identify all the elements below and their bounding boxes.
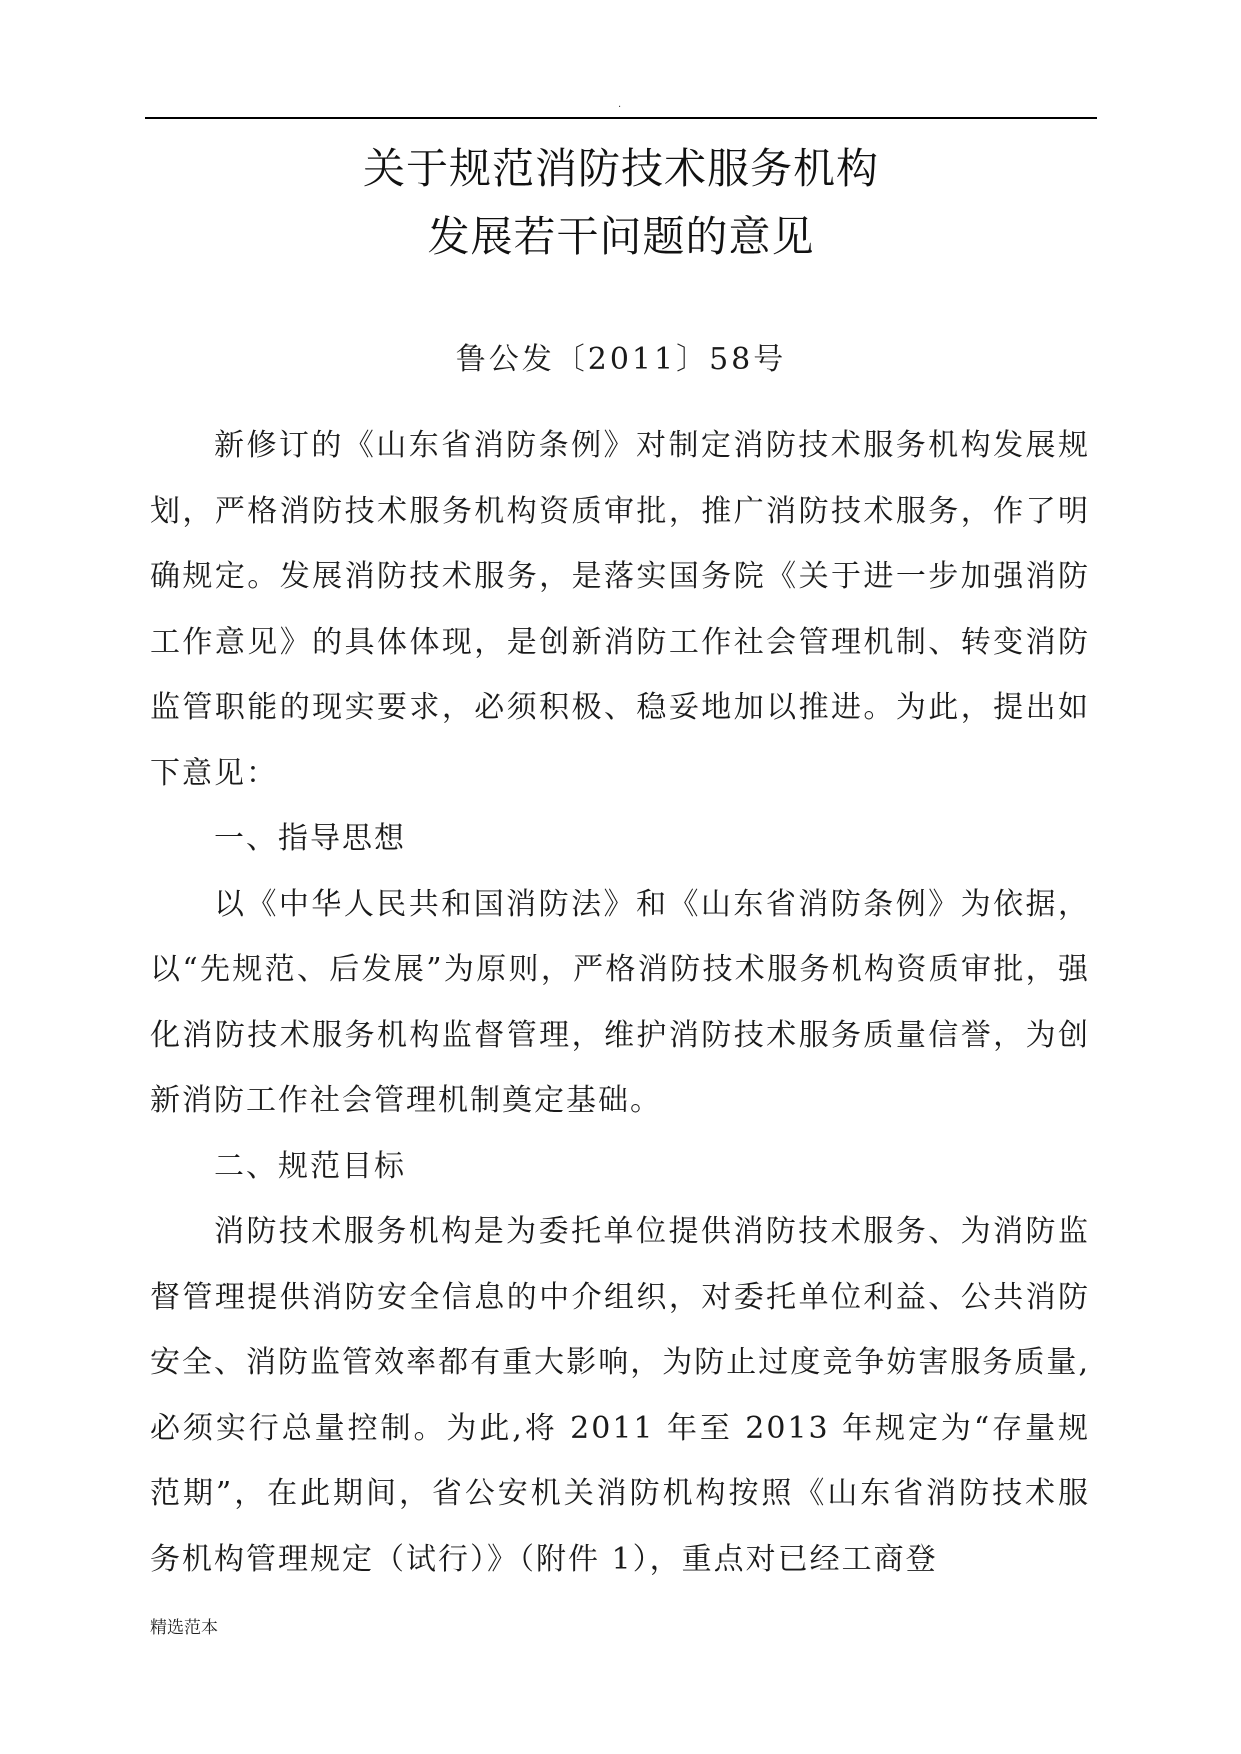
section-heading-guiding-ideology (150, 806, 1090, 872)
header-rule (145, 117, 1097, 119)
text-line: 技术服务机构管理规定（试行）》（附件 1），重点对已经工商登 (150, 1476, 1090, 1577)
text-line: 量规范期”，在此期间，省公安机关消防机构按照《山东省消防 (150, 1410, 1090, 1511)
text-line: 强化消防技术服务机构监督管理，维护消防技术服务质量信誉， (150, 952, 1090, 1053)
text-line: 监督管理提供消防安全信息的中介组织，对委托单位利益、公共 (150, 1214, 1090, 1315)
text-line: 强消防工作意见》的具体体现，是创新消防工作社会管理机制、 (150, 559, 1091, 660)
text-line: 了明确规定。发展消防技术服务，是落实国务院《关于进一步加 (150, 493, 1091, 594)
document-number: 鲁公发〔2011〕58号 (455, 342, 787, 377)
document-body (150, 413, 1090, 1592)
document-title-line-1: 关于规范消防技术服务机构 (362, 144, 879, 193)
text-line: 为创新消防工作社会管理机制奠定基础。 (150, 1017, 1091, 1118)
text-line: 规划，严格消防技术服务机构资质审批，推广消防技术服务，作 (150, 428, 1090, 529)
text-line: 以“先规范、后发展”为原则，严格消防技术服务机构资质审批， (150, 952, 1058, 987)
text-line: 消防技术服务机构是为委托单位提供消防技术服务、为消防 (214, 1214, 1058, 1249)
header-dot: . (618, 99, 622, 110)
text-line: 转变消防监管职能的现实要求，必须积极、稳妥地加以推进。为 (150, 624, 1091, 725)
document-title-line-2: 发展若干问题的意见 (427, 212, 815, 261)
text-line: 一、指导思想 (214, 821, 406, 856)
text-line: 消防安全、消防监管效率都有重大影响，为防止过度竞争妨害服 (150, 1279, 1091, 1380)
paragraph-regulation-goals (150, 1199, 1090, 1592)
text-line: 此，提出如下意见： (150, 690, 1091, 791)
paragraph-guiding-ideology (150, 872, 1090, 1134)
text-line: 二、规范目标 (214, 1148, 406, 1184)
text-line: 新修订的《山东省消防条例》对制定消防技术服务机构发展 (214, 428, 1058, 463)
text-line: 以《中华人民共和国消防法》和《山东省消防条例》为依据， (214, 886, 1090, 922)
section-heading-regulation-goals (150, 1134, 1090, 1200)
paragraph-intro (150, 413, 1090, 806)
text-line: 务质量,必须实行总量控制。为此,将 2011 年至 2013 年规定为“存 (150, 1345, 1090, 1446)
footer-note: 精选范本 (150, 1618, 218, 1638)
